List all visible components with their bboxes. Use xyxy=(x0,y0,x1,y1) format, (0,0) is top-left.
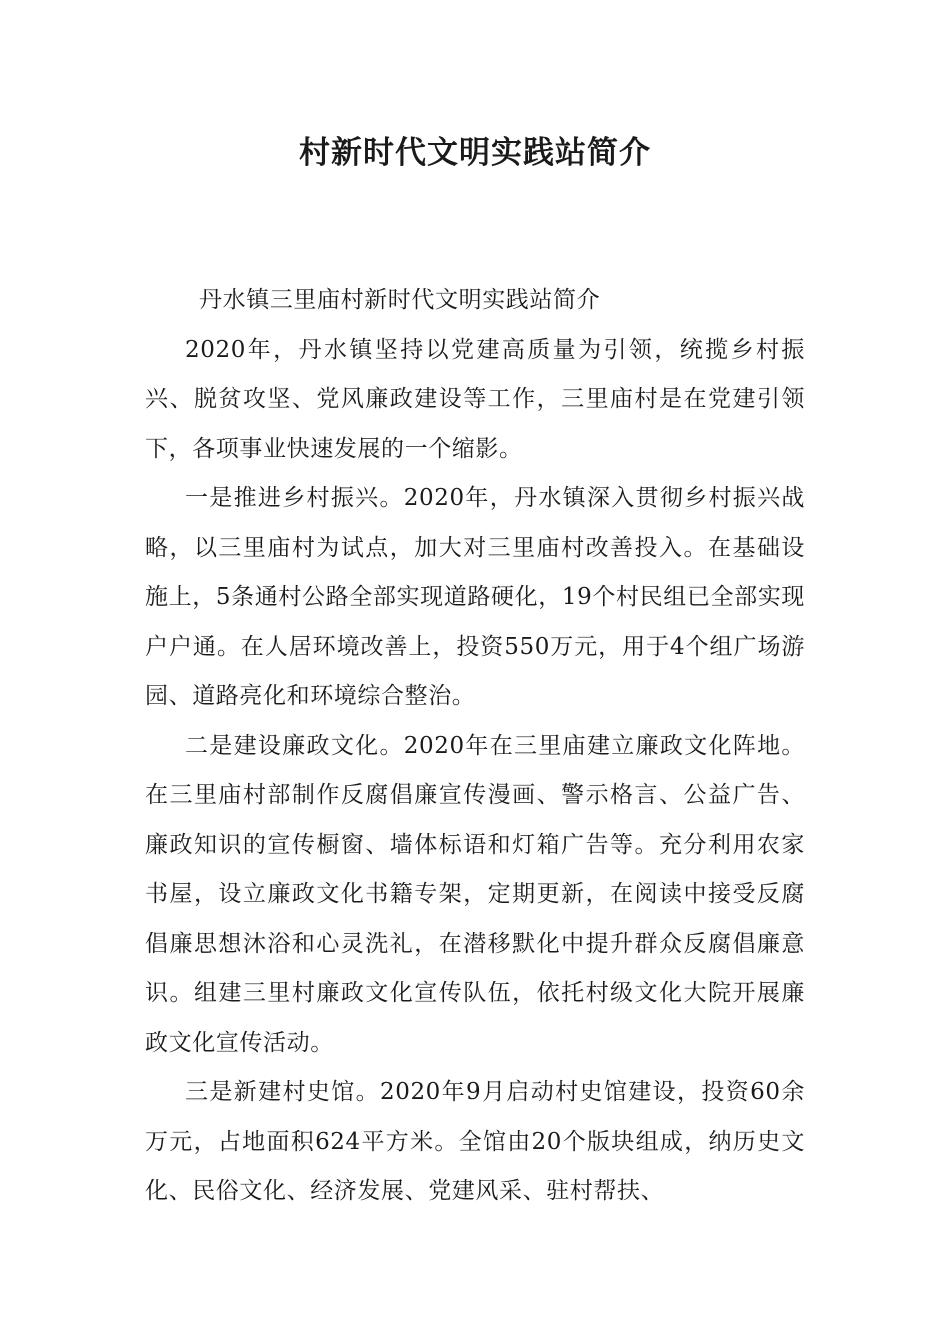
paragraph-rural-revitalization: 一是推进乡村振兴。2020年，丹水镇深入贯彻乡村振兴战略，以三里庙村为试点，加大对三里庙村改善投入。在基础设施上，5条通村公路全部实现道路硬化，19个村民组已全部实现户户通。在人居环境改善上，投资550万元，用于4个组广场游园、道路亮化和环境综合整治。 xyxy=(145,485,805,709)
paragraph-village-history-museum: 三是新建村史馆。2020年9月启动村史馆建设，投资60余万元，占地面积624平方米。全馆由20个版块组成，纳历史文化、民俗文化、经济发展、党建风采、驻村帮扶、 xyxy=(145,1079,805,1204)
paragraph-intro: 2020年，丹水镇坚持以党建高质量为引领，统揽乡村振兴、脱贫攻坚、党风廉政建设等工作，三里庙村是在党建引领下，各项事业快速发展的一个缩影。 xyxy=(145,336,805,462)
paragraph-clean-government-culture: 二是建设廉政文化。2020年在三里庙建立廉政文化阵地。在三里庙村部制作反腐倡廉宣传漫画、警示格言、公益广告、廉政知识的宣传橱窗、墙体标语和灯箱广告等。充分利用农家书屋，设立廉政文化书籍专架，定期更新，在阅读中接受反腐倡廉思想沐浴和心灵洗礼，在潜移默化中提升群众反腐倡廉意识。组建三里村廉政文化宣传队伍，依托村级文化大院开展廉政文化宣传活动。 xyxy=(145,732,805,1056)
document-body xyxy=(145,276,805,1217)
document-subtitle: 丹水镇三里庙村新时代文明实践站简介 xyxy=(199,287,601,313)
document-title: 村新时代文明实践站简介 xyxy=(299,135,651,171)
